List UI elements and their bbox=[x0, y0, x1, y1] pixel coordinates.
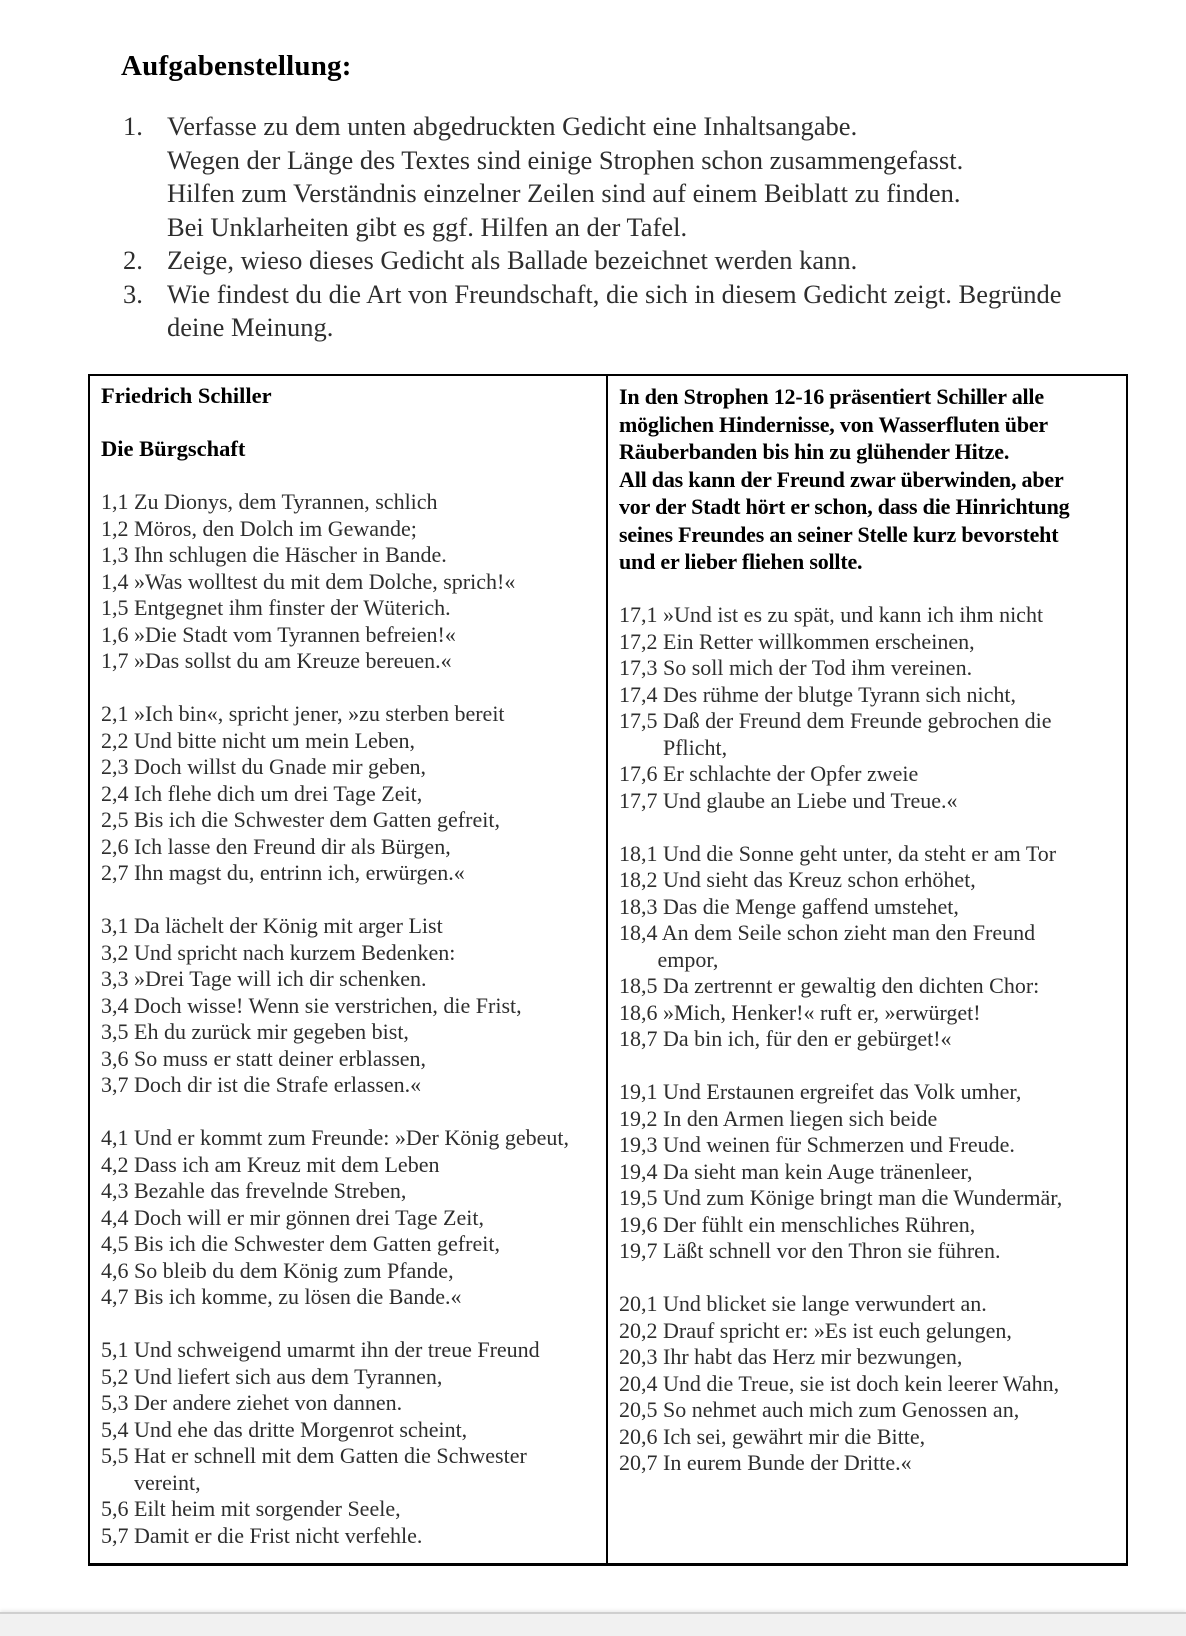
verse-line: 4,5 Bis ich die Schwester dem Gatten gefreit, bbox=[101, 1231, 500, 1256]
verse-line: 17,2 Ein Retter willkommen erscheinen, bbox=[619, 628, 975, 654]
verse-line: 20,3 Ihr habt das Herz mir bezwungen, bbox=[619, 1344, 963, 1369]
task-line: Wie findest du die Art von Freundschaft, die sich in diesem Gedicht zeigt. Begründe bbox=[167, 278, 1062, 309]
verse-line: 2,4 Ich flehe dich um drei Tage Zeit, bbox=[101, 780, 423, 806]
verse-line: 17,5 Daß der Freund dem Freunde gebrochen die bbox=[619, 708, 1052, 733]
task-line: Hilfen zum Verständnis einzelner Zeilen sind auf einem Beiblatt zu finden. bbox=[167, 178, 961, 208]
verse-line: 19,6 Der fühlt ein menschliches Rühren, bbox=[619, 1211, 976, 1237]
stanza-summary bbox=[619, 383, 1116, 576]
task-line: Zeige, wieso dieses Gedicht als Ballade bezeichnet werden kann. bbox=[167, 245, 858, 275]
stanza bbox=[101, 701, 596, 887]
verse-line: 3,4 Doch wisse! Wenn sie verstrichen, die Frist, bbox=[101, 992, 522, 1018]
summary-line: möglichen Hindernisse, von Wasserfluten über bbox=[619, 411, 1048, 437]
task-text bbox=[167, 110, 1123, 244]
verse-line: 5,3 Der andere ziehet von dannen. bbox=[101, 1390, 403, 1415]
verse-line: 1,2 Möros, den Dolch im Gewande; bbox=[101, 515, 417, 541]
task-number: 3. bbox=[123, 278, 143, 309]
summary-line: seines Freundes an seiner Stelle kurz bevorsteht bbox=[619, 521, 1059, 547]
verse-line: 18,7 Da bin ich, für den er gebürget!« bbox=[619, 1026, 952, 1051]
verse-line: 4,2 Dass ich am Kreuz mit dem Leben bbox=[101, 1151, 440, 1177]
verse-line: 3,6 So muss er statt deiner erblassen, bbox=[101, 1045, 427, 1071]
verse-line: 5,7 Damit er die Frist nicht verfehle. bbox=[101, 1522, 423, 1548]
verse-line: 20,4 Und die Treue, sie ist doch kein leerer Wahn, bbox=[619, 1370, 1060, 1396]
verse-line: 17,6 Er schlachte der Opfer zweie bbox=[619, 761, 919, 786]
verse-line: 3,3 »Drei Tage will ich dir schenken. bbox=[101, 966, 427, 991]
verse-line: 3,7 Doch dir ist die Strafe erlassen.« bbox=[101, 1072, 422, 1097]
verse-line: 17,7 Und glaube an Liebe und Treue.« bbox=[619, 787, 958, 813]
verse-line: 3,2 Und spricht nach kurzem Bedenken: bbox=[101, 939, 456, 965]
task-line: Bei Unklarheiten gibt es ggf. Hilfen an der Tafel. bbox=[167, 211, 688, 242]
task-line: deine Meinung. bbox=[167, 312, 334, 342]
poem-left-stanzas bbox=[101, 489, 596, 1549]
stanza bbox=[619, 841, 1116, 1053]
verse-line: 1,6 »Die Stadt vom Tyrannen befreien!« bbox=[101, 621, 456, 647]
poem-left-cell bbox=[90, 376, 608, 1563]
verse-line: 4,3 Bezahle das frevelnde Streben, bbox=[101, 1178, 407, 1203]
verse-line: 1,4 »Was wolltest du mit dem Dolche, sprich!« bbox=[101, 568, 516, 594]
verse-line: 19,2 In den Armen liegen sich beide bbox=[619, 1105, 938, 1131]
poem-right-cell bbox=[608, 376, 1126, 1563]
verse-line: 3,1 Da lächelt der König mit arger List bbox=[101, 913, 443, 938]
stanza bbox=[619, 1291, 1116, 1477]
verse-line: 4,7 Bis ich komme, zu lösen die Bande.« bbox=[101, 1284, 462, 1309]
verse-line: 2,6 Ich lasse den Freund dir als Bürgen, bbox=[101, 833, 451, 859]
verse-line: 20,1 Und blicket sie lange verwundert an. bbox=[619, 1291, 987, 1316]
verse-line: 18,6 »Mich, Henker!« ruft er, »erwürget! bbox=[619, 999, 981, 1025]
verse-line: 19,7 Läßt schnell vor den Thron sie führen. bbox=[619, 1238, 1001, 1263]
verse-line: 1,3 Ihn schlugen die Häscher in Bande. bbox=[101, 542, 447, 567]
verse-line: 5,6 Eilt heim mit sorgender Seele, bbox=[101, 1496, 401, 1521]
poem-title: Die Bürgschaft bbox=[101, 436, 246, 461]
task-list bbox=[123, 110, 1123, 345]
verse-line: 18,2 Und sieht das Kreuz schon erhöhet, bbox=[619, 867, 976, 892]
verse-line: 18,4 An dem Seile schon zieht man den Freund bbox=[619, 920, 1036, 945]
task-text bbox=[167, 278, 1123, 345]
verse-line: 20,6 Ich sei, gewährt mir die Bitte, bbox=[619, 1423, 926, 1449]
verse-line: 2,5 Bis ich die Schwester dem Gatten gefreit, bbox=[101, 807, 500, 832]
verse-line: 4,1 Und er kommt zum Freunde: »Der König gebeut, bbox=[101, 1125, 570, 1150]
verse-line: 17,1 »Und ist es zu spät, und kann ich ihm nicht bbox=[619, 602, 1044, 627]
verse-line: 5,2 Und liefert sich aus dem Tyrannen, bbox=[101, 1363, 443, 1389]
summary-line: In den Strophen 12-16 präsentiert Schiller alle bbox=[619, 384, 1044, 409]
poem-author: Friedrich Schiller bbox=[101, 383, 272, 408]
verse-line: 3,5 Eh du zurück mir gegeben bist, bbox=[101, 1019, 409, 1044]
verse-line: 4,6 So bleib du dem König zum Pfande, bbox=[101, 1257, 454, 1283]
verse-line: 5,5 Hat er schnell mit dem Gatten die Schwester bbox=[101, 1443, 527, 1468]
verse-line: empor, bbox=[619, 946, 719, 972]
verse-line: 2,1 »Ich bin«, spricht jener, »zu sterben bereit bbox=[101, 701, 505, 726]
stanza bbox=[101, 489, 596, 675]
verse-line: 5,4 Und ehe das dritte Morgenrot scheint, bbox=[101, 1416, 468, 1442]
verse-line: 2,2 Und bitte nicht um mein Leben, bbox=[101, 727, 416, 753]
verse-line: vereint, bbox=[101, 1469, 201, 1495]
task-item bbox=[123, 244, 1123, 278]
summary-line: Räuberbanden bis hin zu glühender Hitze. bbox=[619, 439, 1010, 464]
page-title: Aufgabenstellung: bbox=[121, 50, 352, 82]
task-line: Wegen der Länge des Textes sind einige Strophen schon zusammengefasst. bbox=[167, 144, 964, 175]
stanza bbox=[101, 913, 596, 1099]
verse-line: 19,5 Und zum Könige bringt man die Wundermär, bbox=[619, 1185, 1063, 1210]
verse-line: 5,1 Und schweigend umarmt ihn der treue Freund bbox=[101, 1337, 540, 1362]
verse-line: 17,4 Des rühme der blutge Tyrann sich nicht, bbox=[619, 681, 1017, 707]
task-number: 1. bbox=[123, 111, 143, 141]
verse-line: 2,7 Ihn magst du, entrinn ich, erwürgen.« bbox=[101, 860, 465, 885]
stanza bbox=[101, 1125, 596, 1311]
verse-line: 1,1 Zu Dionys, dem Tyrannen, schlich bbox=[101, 489, 438, 514]
verse-line: Pflicht, bbox=[619, 734, 728, 760]
verse-line: 20,5 So nehmet auch mich zum Genossen an, bbox=[619, 1397, 1020, 1422]
verse-line: 1,7 »Das sollst du am Kreuze bereuen.« bbox=[101, 648, 452, 673]
poem-table bbox=[88, 374, 1128, 1566]
task-item bbox=[123, 110, 1123, 244]
stanza bbox=[619, 602, 1116, 814]
verse-line: 19,3 Und weinen für Schmerzen und Freude. bbox=[619, 1132, 1015, 1157]
verse-line: 17,3 So soll mich der Tod ihm vereinen. bbox=[619, 655, 973, 680]
poem-right-stanzas bbox=[619, 602, 1116, 1477]
verse-line: 18,5 Da zertrennt er gewaltig den dichten Chor: bbox=[619, 973, 1040, 998]
viewer-bottom-bar bbox=[0, 1612, 1186, 1636]
verse-line: 4,4 Doch will er mir gönnen drei Tage Zeit, bbox=[101, 1204, 484, 1230]
task-line: Verfasse zu dem unten abgedruckten Gedicht eine Inhaltsangabe. bbox=[167, 111, 858, 141]
verse-line: 20,2 Drauf spricht er: »Es ist euch gelungen, bbox=[619, 1317, 1012, 1343]
verse-line: 18,3 Das die Menge gaffend umstehet, bbox=[619, 893, 959, 919]
summary-line: vor der Stadt hört er schon, dass die Hinrichtung bbox=[619, 494, 1070, 519]
summary-line: und er lieber fliehen sollte. bbox=[619, 549, 863, 574]
verse-line: 20,7 In eurem Bunde der Dritte.« bbox=[619, 1450, 912, 1475]
verse-line: 19,1 Und Erstaunen ergreifet das Volk umher, bbox=[619, 1079, 1022, 1104]
verse-line: 19,4 Da sieht man kein Auge tränenleer, bbox=[619, 1158, 973, 1184]
verse-line: 1,5 Entgegnet ihm finster der Wüterich. bbox=[101, 595, 451, 620]
verse-line: 2,3 Doch willst du Gnade mir geben, bbox=[101, 754, 427, 779]
summary-line: All das kann der Freund zwar überwinden, aber bbox=[619, 466, 1064, 492]
task-item bbox=[123, 278, 1123, 345]
stanza bbox=[101, 1337, 596, 1549]
verse-line: 18,1 Und die Sonne geht unter, da steht er am Tor bbox=[619, 840, 1057, 866]
stanza bbox=[619, 1079, 1116, 1265]
task-number: 2. bbox=[123, 245, 143, 275]
task-text bbox=[167, 244, 1123, 278]
